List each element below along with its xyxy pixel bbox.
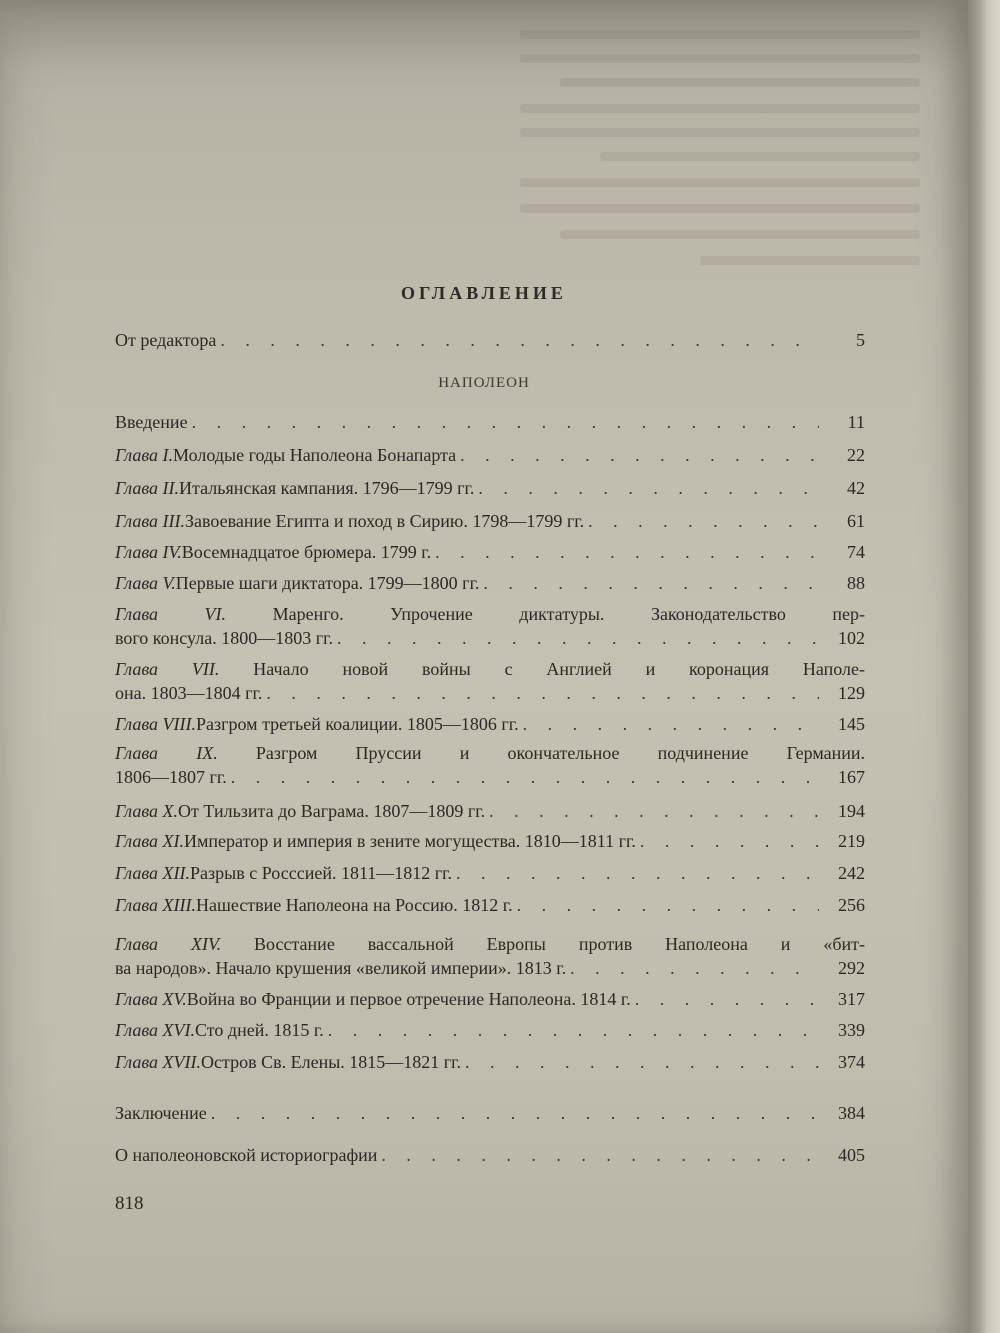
chapter-label: Глава II. <box>115 478 180 498</box>
dot-leader <box>328 1018 819 1042</box>
bleed-through-line <box>520 54 920 63</box>
toc-entry <box>115 1101 865 1125</box>
dot-leader <box>456 861 819 885</box>
toc-entry <box>115 741 865 789</box>
toc-entry-last-line <box>115 712 865 736</box>
bleed-through-line <box>560 230 920 239</box>
bleed-through-line <box>520 128 920 137</box>
dot-leader <box>220 328 819 352</box>
chapter-label: Глава III. <box>115 511 186 531</box>
chapter-label: Глава IX. <box>115 743 218 763</box>
entry-page-number: 61 <box>847 511 865 531</box>
entry-title: Введение <box>115 412 188 432</box>
entry-page-number: 292 <box>838 958 865 978</box>
toc-entry-last-line <box>115 540 865 564</box>
toc-entry-last-line <box>115 956 865 980</box>
toc-entry-line <box>115 741 865 765</box>
toc-entry-last-line <box>115 571 865 595</box>
entry-title: Молодые годы Наполеона Бонапарта <box>173 445 457 465</box>
toc-entry <box>115 1050 865 1074</box>
toc-entry <box>115 861 865 885</box>
dot-leader <box>489 799 819 823</box>
toc-entry-last-line <box>115 861 865 885</box>
toc-entry <box>115 410 865 434</box>
dot-leader <box>483 571 819 595</box>
dot-leader <box>435 540 819 564</box>
toc-entry-last-line <box>115 1143 865 1167</box>
chapter-label: Глава XII. <box>115 863 191 883</box>
chapter-label: Глава XIII. <box>115 895 197 915</box>
page-number: 818 <box>115 1193 144 1214</box>
entry-page-number: 256 <box>838 895 865 915</box>
entry-page-number: 145 <box>838 714 865 734</box>
entry-page-number: 5 <box>856 330 865 350</box>
entry-title: От редактора <box>115 330 217 350</box>
toc-entry-last-line <box>115 765 865 789</box>
entry-title: Война во Франции и первое отречение Наполеона. 1814 г. <box>186 989 631 1009</box>
toc-entry-last-line <box>115 1018 865 1042</box>
toc-entry <box>115 328 865 352</box>
entry-title: Император и империя в зените могущества. 1810—1811 гг. <box>184 831 636 851</box>
toc-entry-last-line <box>115 829 865 853</box>
entry-page-number: 242 <box>838 863 865 883</box>
dot-leader <box>192 410 819 434</box>
toc-entry <box>115 712 865 736</box>
entry-title: вого консула. 1800—1803 гг. <box>115 628 333 648</box>
dot-leader <box>266 681 819 705</box>
dot-leader <box>635 987 819 1011</box>
toc-entry <box>115 571 865 595</box>
chapter-label: Глава VII. <box>115 659 220 679</box>
entry-title: 1806—1807 гг. <box>115 767 227 787</box>
toc-entry <box>115 893 865 917</box>
toc-entry-last-line <box>115 443 865 467</box>
entry-page-number: 129 <box>838 683 865 703</box>
entry-page-number: 88 <box>847 573 865 593</box>
bleed-through-line <box>520 204 920 213</box>
dot-leader <box>231 765 819 789</box>
toc-entry-last-line <box>115 410 865 434</box>
entry-title: Восстание вассальной Европы против Наполеона и «бит- <box>221 934 865 954</box>
entry-title: Завоевание Египта и поход в Сирию. 1798—1799 гг. <box>185 511 585 531</box>
dot-leader <box>640 829 819 853</box>
dot-leader <box>337 626 819 650</box>
entry-title: Заключение <box>115 1103 207 1123</box>
entry-title: Начало новой войны с Англией и коронация Наполе- <box>219 659 865 679</box>
entry-page-number: 74 <box>847 542 865 562</box>
toc-entry-last-line <box>115 987 865 1011</box>
entry-title: Разгром Пруссии и окончательное подчинение Германии. <box>217 743 866 763</box>
toc-entry <box>115 1018 865 1042</box>
toc-entry <box>115 602 865 650</box>
toc-entry-last-line <box>115 1050 865 1074</box>
entry-title: Итальянская кампания. 1796—1799 гг. <box>179 478 475 498</box>
toc-entry <box>115 443 865 467</box>
bleed-through-line <box>560 78 920 87</box>
toc-entry <box>115 1143 865 1167</box>
toc-entry-last-line <box>115 626 865 650</box>
chapter-label: Глава XVI. <box>115 1020 196 1040</box>
chapter-label: Глава V. <box>115 573 176 593</box>
dot-leader <box>460 443 819 467</box>
chapter-label: Глава XIV. <box>115 934 222 954</box>
page-edge <box>968 0 1000 1333</box>
entry-page-number: 384 <box>838 1103 865 1123</box>
toc-entry <box>115 509 865 533</box>
dot-leader <box>478 476 819 500</box>
bleed-through-line <box>520 30 920 39</box>
toc-entry <box>115 987 865 1011</box>
toc-entry-last-line <box>115 1101 865 1125</box>
entry-title: Остров Св. Елены. 1815—1821 гг. <box>201 1052 462 1072</box>
entry-title: Нашествие Наполеона на Россию. 1812 г. <box>196 895 513 915</box>
toc-entry <box>115 476 865 500</box>
toc-entry-last-line <box>115 799 865 823</box>
dot-leader <box>211 1101 819 1125</box>
chapter-label: Глава XVII. <box>115 1052 202 1072</box>
entry-page-number: 102 <box>838 628 865 648</box>
bleed-through-line <box>600 152 920 161</box>
chapter-label: Глава XV. <box>115 989 187 1009</box>
toc-entry <box>115 540 865 564</box>
entry-title: Первые шаги диктатора. 1799—1800 гг. <box>175 573 480 593</box>
toc-entry-line <box>115 657 865 681</box>
toc-entry-last-line <box>115 509 865 533</box>
entry-page-number: 22 <box>847 445 865 465</box>
chapter-label: Глава X. <box>115 801 179 821</box>
dot-leader <box>465 1050 819 1074</box>
toc-entry <box>115 657 865 705</box>
bleed-through-line <box>700 256 920 265</box>
entry-page-number: 42 <box>847 478 865 498</box>
section-heading: НАПОЛЕОН <box>438 375 530 391</box>
bleed-through-line <box>520 104 920 113</box>
toc-entry-line <box>115 602 865 626</box>
dot-leader <box>517 893 819 917</box>
entry-title: Маренго. Упрочение диктатуры. Законодательство пер- <box>226 604 866 624</box>
toc-entry-last-line <box>115 893 865 917</box>
dot-leader <box>570 956 819 980</box>
chapter-label: Глава VIII. <box>115 714 197 734</box>
entry-page-number: 374 <box>838 1052 865 1072</box>
toc-entry-line <box>115 932 865 956</box>
entry-page-number: 405 <box>838 1145 865 1165</box>
entry-page-number: 339 <box>838 1020 865 1040</box>
entry-page-number: 317 <box>838 989 865 1009</box>
entry-title: она. 1803—1804 гг. <box>115 683 263 703</box>
toc-entry <box>115 932 865 980</box>
entry-title: ва народов». Начало крушения «великой империи». 1813 г. <box>115 958 567 978</box>
toc-entry <box>115 829 865 853</box>
dot-leader <box>381 1143 819 1167</box>
chapter-label: Глава XI. <box>115 831 185 851</box>
dot-leader <box>523 712 819 736</box>
toc-entry-last-line <box>115 681 865 705</box>
entry-page-number: 194 <box>838 801 865 821</box>
entry-page-number: 219 <box>838 831 865 851</box>
entry-title: Сто дней. 1815 г. <box>195 1020 324 1040</box>
contents-heading: ОГЛАВЛЕНИЕ <box>401 283 567 303</box>
toc-entry-last-line <box>115 328 865 352</box>
toc-entry <box>115 799 865 823</box>
entry-title: Восемнадцатое брюмера. 1799 г. <box>181 542 432 562</box>
chapter-label: Глава IV. <box>115 542 182 562</box>
entry-page-number: 11 <box>847 412 865 432</box>
entry-title: От Тильзита до Ваграма. 1807—1809 гг. <box>178 801 486 821</box>
entry-page-number: 167 <box>838 767 865 787</box>
entry-title: О наполеоновской историографии <box>115 1145 378 1165</box>
entry-title: Разрыв с Россcией. 1811—1812 гг. <box>190 863 453 883</box>
bleed-through-line <box>520 178 920 187</box>
chapter-label: Глава I. <box>115 445 174 465</box>
dot-leader <box>588 509 819 533</box>
entry-title: Разгром третьей коалиции. 1805—1806 гг. <box>196 714 519 734</box>
toc-entry-last-line <box>115 476 865 500</box>
chapter-label: Глава VI. <box>115 604 227 624</box>
